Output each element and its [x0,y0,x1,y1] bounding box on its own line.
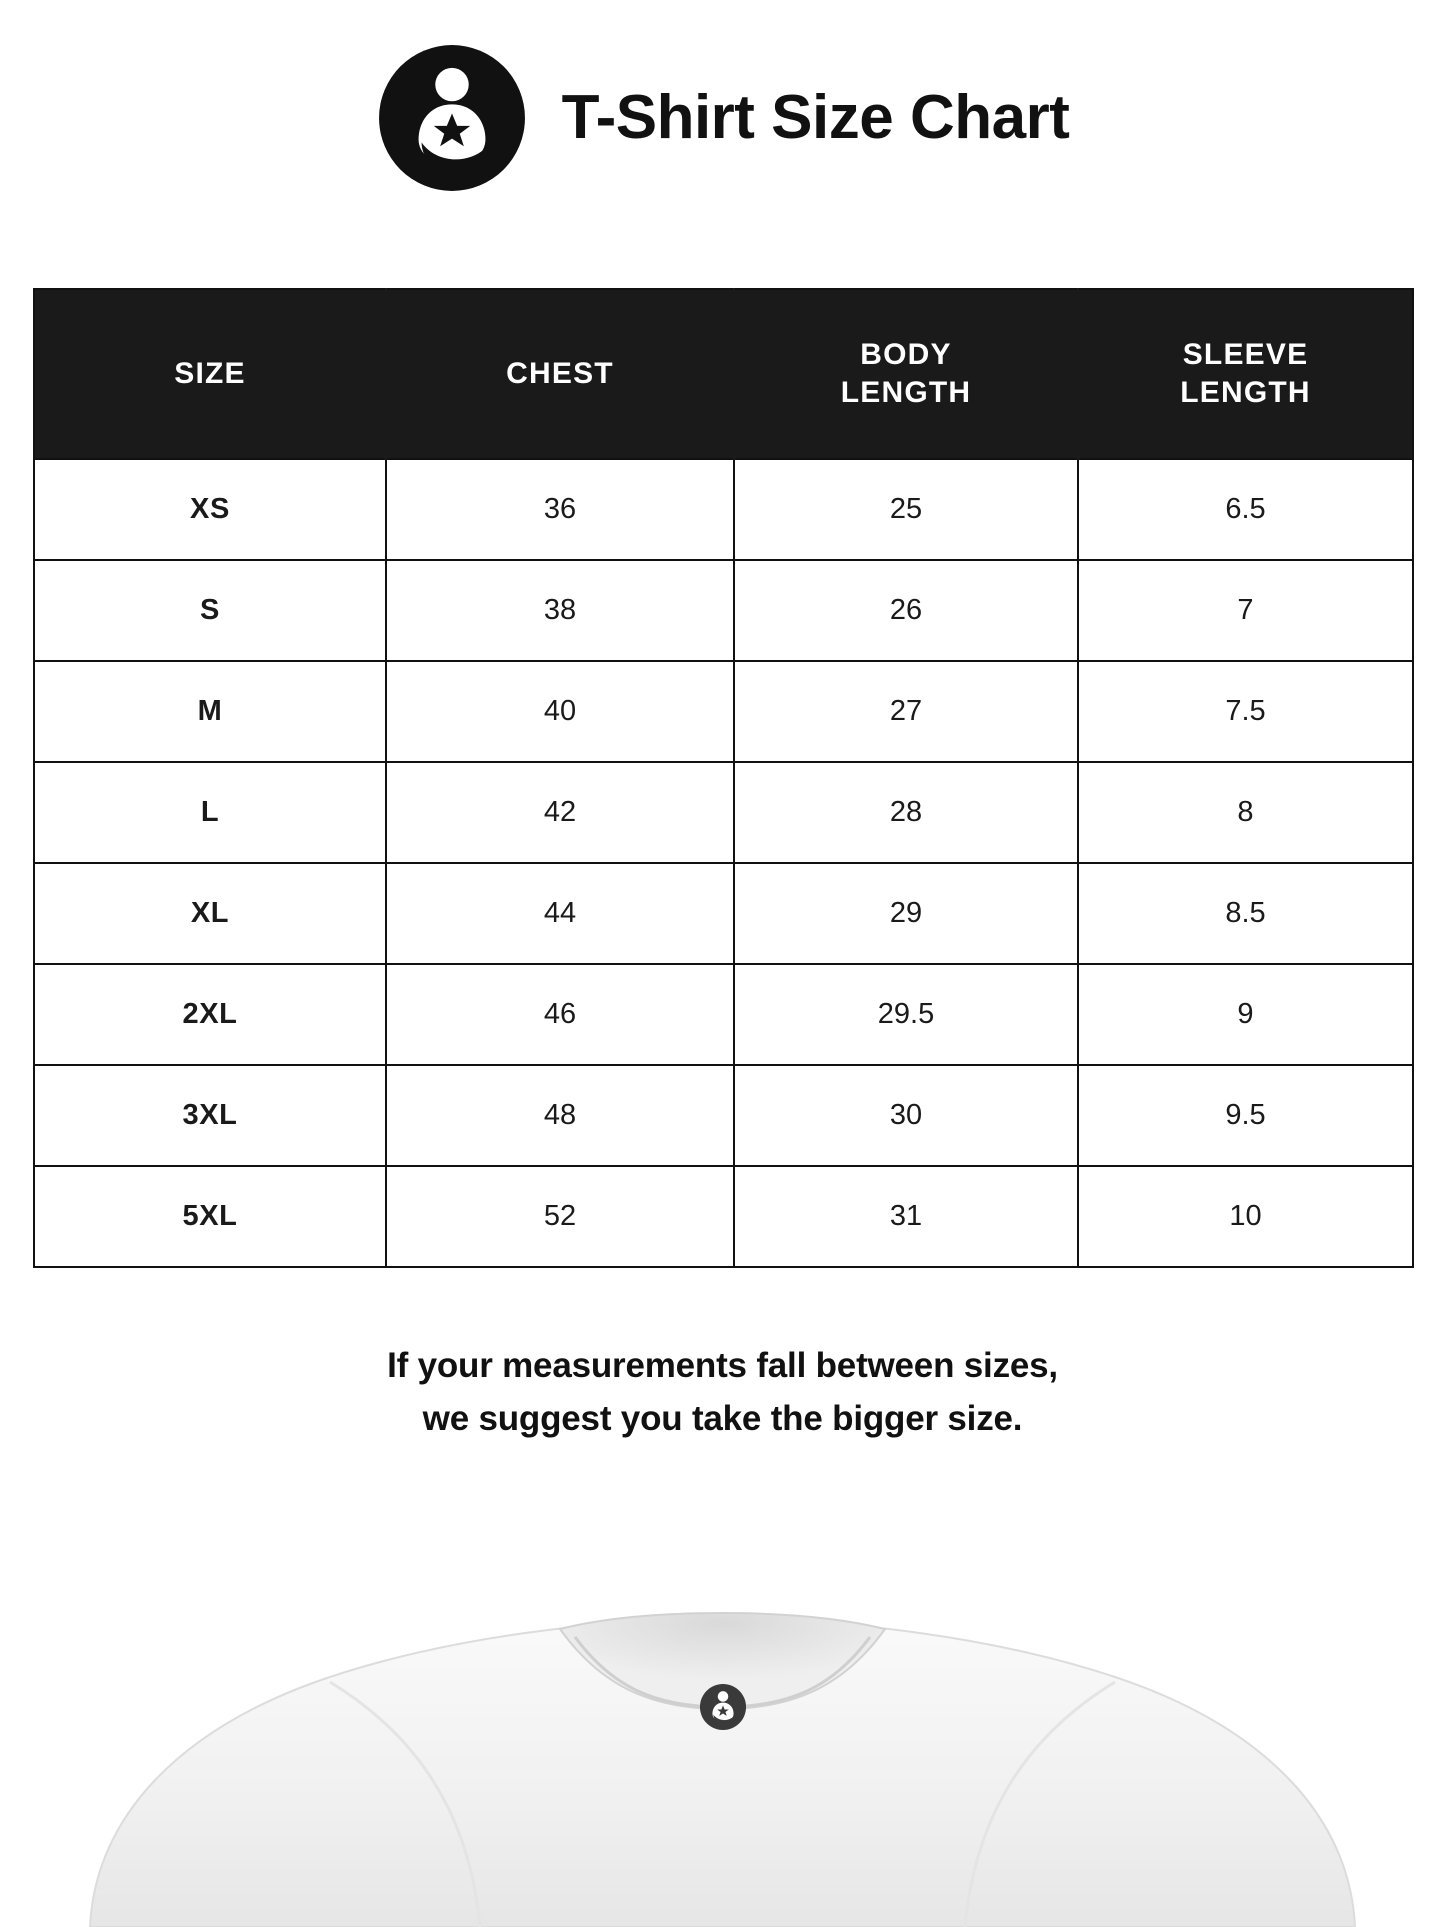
column-header-chest [386,289,734,459]
person-in-circle-logo-icon [376,42,528,194]
cell-body-length: 27 [734,661,1078,762]
table-row [34,1065,1413,1166]
sizing-note-line1: If your measurements fall between sizes, [387,1346,1058,1385]
cell-sleeve-length: 8 [1078,762,1413,863]
table-row [34,459,1413,560]
table-row [34,560,1413,661]
table-row [34,863,1413,964]
cell-chest: 46 [386,964,734,1065]
cell-chest: 48 [386,1065,734,1166]
cell-body-length: 30 [734,1065,1078,1166]
cell-sleeve-length: 10 [1078,1166,1413,1267]
cell-sleeve-length: 8.5 [1078,863,1413,964]
cell-sleeve-length: 7.5 [1078,661,1413,762]
cell-size: 2XL [34,964,386,1065]
column-header-sleeve-length-line1: SLEEVE [1182,337,1309,371]
person-in-circle-logo-icon [699,1683,747,1731]
cell-size: M [34,661,386,762]
table-row [34,1166,1413,1267]
tshirt-collar-image [0,1567,1445,1927]
cell-size: XS [34,459,386,560]
table-header-row [34,289,1413,459]
table-row [34,964,1413,1065]
cell-size: L [34,762,386,863]
column-header-body-length [734,289,1078,459]
table-row [34,661,1413,762]
cell-size: 3XL [34,1065,386,1166]
cell-sleeve-length: 7 [1078,560,1413,661]
cell-sleeve-length: 9 [1078,964,1413,1065]
cell-body-length: 29.5 [734,964,1078,1065]
column-header-size-line1: SIZE [174,356,246,390]
cell-sleeve-length: 9.5 [1078,1065,1413,1166]
cell-body-length: 26 [734,560,1078,661]
cell-body-length: 25 [734,459,1078,560]
cell-sleeve-length: 6.5 [1078,459,1413,560]
cell-body-length: 31 [734,1166,1078,1267]
page-header [0,0,1445,194]
cell-body-length: 29 [734,863,1078,964]
cell-chest: 44 [386,863,734,964]
size-chart-table [33,288,1414,1268]
cell-size: XL [34,863,386,964]
cell-size: 5XL [34,1166,386,1267]
cell-chest: 40 [386,661,734,762]
column-header-body-length-line1: BODY [860,337,952,371]
cell-chest: 38 [386,560,734,661]
column-header-sleeve-length [1078,289,1413,459]
table-row [34,762,1413,863]
column-header-chest-line1: CHEST [506,356,614,390]
cell-size: S [34,560,386,661]
column-header-sleeve-length-line2: LENGTH [1180,376,1311,409]
column-header-size [34,289,386,459]
sizing-note [0,1340,1445,1445]
cell-chest: 36 [386,459,734,560]
cell-body-length: 28 [734,762,1078,863]
cell-chest: 52 [386,1166,734,1267]
table-body [34,459,1413,1267]
table-header [34,289,1413,459]
column-header-body-length-line2: LENGTH [840,376,972,409]
cell-chest: 42 [386,762,734,863]
page-title: T-Shirt Size Chart [561,83,1070,152]
size-chart-table-wrapper [33,288,1412,1268]
sizing-note-line2: we suggest you take the bigger size. [422,1398,1023,1438]
